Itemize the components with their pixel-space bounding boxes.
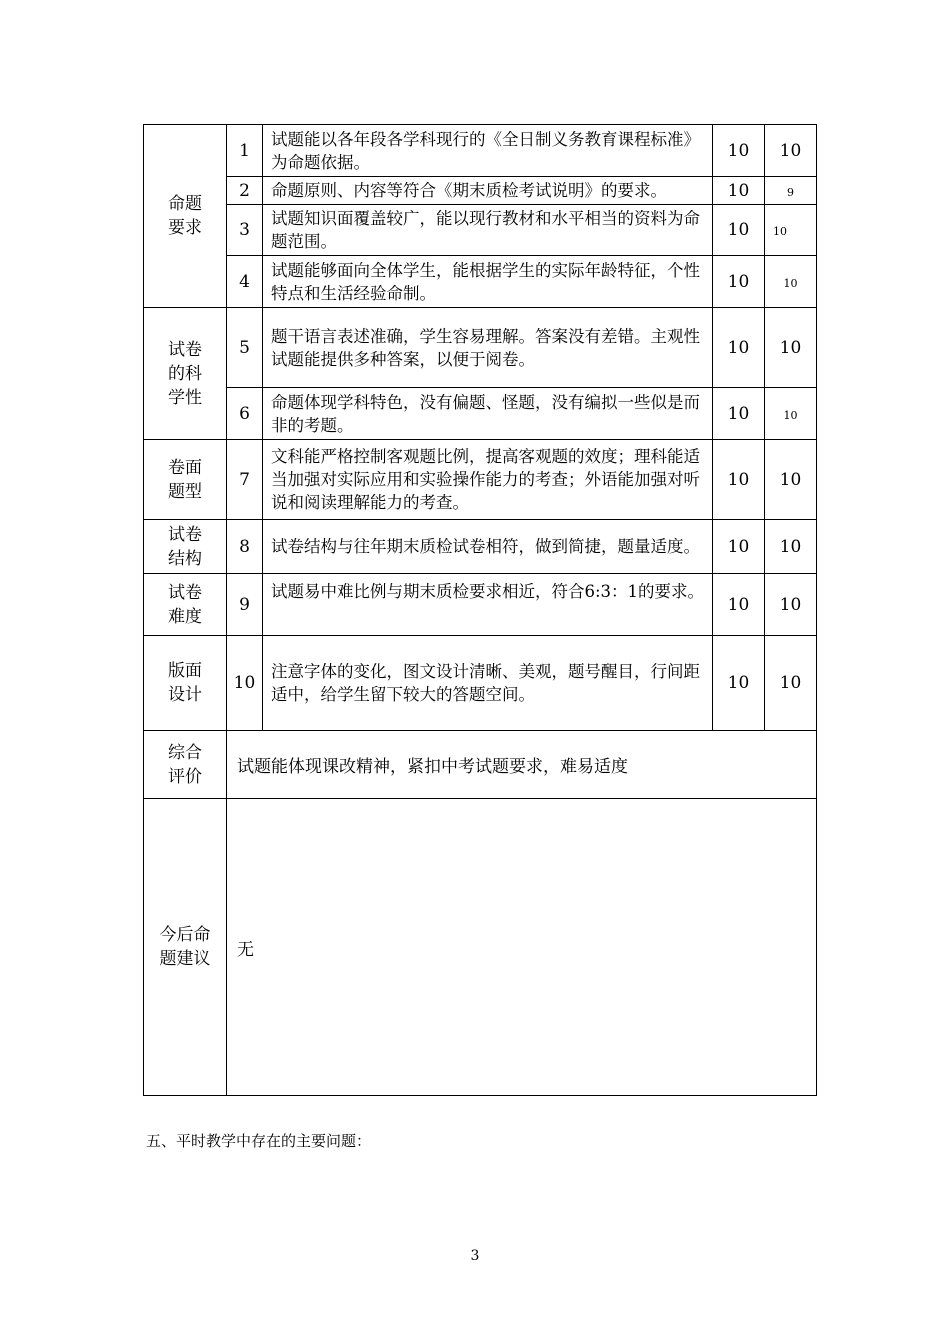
full-score: 10 — [713, 636, 765, 731]
category-label: 版面 — [168, 661, 202, 681]
row-number: 1 — [227, 125, 263, 177]
full-score: 10 — [713, 308, 765, 388]
given-score: 10 — [765, 440, 817, 520]
category-label: 今后命 — [159, 925, 211, 945]
criterion-text: 试题易中难比例与期末质检要求相近，符合6:3：1的要求。 — [263, 574, 713, 636]
given-score: 10 — [765, 308, 817, 388]
full-score: 10 — [713, 205, 765, 256]
given-score: 10 — [765, 520, 817, 574]
full-score: 10 — [713, 256, 765, 308]
row-number: 10 — [227, 636, 263, 731]
category-cell — [144, 636, 227, 731]
table-row — [144, 636, 817, 731]
category-label: 卷面 — [168, 457, 202, 478]
criterion-text: 命题体现学科特色，没有偏题、怪题，没有编拟一些似是而非的考题。 — [263, 388, 713, 440]
given-score: 10 — [783, 276, 798, 290]
table-row — [144, 177, 817, 205]
criterion-text: 试题知识面覆盖较广，能以现行教材和水平相当的资料为命题范围。 — [263, 205, 713, 256]
row-number: 2 — [227, 177, 263, 205]
criterion-text: 注意字体的变化，图文设计清晰、美观，题号醒目，行间距适中，给学生留下较大的答题空间。 — [263, 636, 713, 731]
overall-evaluation-row — [144, 731, 817, 799]
row-number: 3 — [227, 205, 263, 256]
row-number: 9 — [227, 574, 263, 636]
given-score: 10 — [765, 125, 817, 177]
category-label: 难度 — [168, 606, 202, 627]
category-cell — [144, 520, 227, 574]
category-label: 学性 — [168, 387, 202, 408]
full-score: 10 — [713, 440, 765, 520]
category-cell — [144, 731, 227, 799]
table-row — [144, 256, 817, 308]
criterion-text: 试题能够面向全体学生，能根据学生的实际年龄特征，个性特点和生活经验命制。 — [263, 256, 713, 308]
row-number: 5 — [227, 308, 263, 388]
category-label: 综合 — [168, 742, 202, 763]
category-label: 题建议 — [159, 949, 211, 969]
category-label: 评价 — [168, 766, 202, 787]
criterion-text: 文科能严格控制客观题比例，提高客观题的效度；理科能适当加强对实际应用和实验操作能力的考查；外语能加强对听说和阅读理解能力的考查。 — [263, 440, 713, 520]
suggestion-row — [144, 799, 817, 1096]
table-row — [144, 440, 817, 520]
row-number: 8 — [227, 520, 263, 574]
full-score: 10 — [713, 177, 765, 205]
row-number: 4 — [227, 256, 263, 308]
row-number: 6 — [227, 388, 263, 440]
category-label: 试卷 — [168, 582, 202, 603]
given-score: 10 — [773, 225, 787, 238]
criterion-text: 试卷结构与往年期末质检试卷相符，做到简捷，题量适度。 — [263, 520, 713, 574]
category-cell — [144, 440, 227, 520]
full-score: 10 — [713, 125, 765, 177]
row-number: 7 — [227, 440, 263, 520]
category-label: 题型 — [168, 481, 202, 502]
table-row — [144, 388, 817, 440]
category-label: 试卷 — [168, 339, 202, 360]
suggestion-text: 无 — [227, 799, 817, 1096]
full-score: 10 — [713, 574, 765, 636]
page-number: 3 — [470, 1248, 480, 1264]
category-cell — [144, 574, 227, 636]
full-score: 10 — [713, 388, 765, 440]
table-row — [144, 574, 817, 636]
table-row — [144, 520, 817, 574]
given-score: 9 — [787, 185, 794, 199]
given-score: 10 — [765, 636, 817, 731]
section-heading: 五、平时教学中存在的主要问题： — [146, 1132, 372, 1150]
category-label: 设计 — [168, 685, 202, 705]
category-label: 结构 — [168, 548, 202, 569]
category-label: 命题 — [168, 194, 202, 214]
full-score: 10 — [713, 520, 765, 574]
table-row — [144, 125, 817, 177]
category-cell — [144, 125, 227, 308]
category-cell — [144, 308, 227, 440]
criterion-text: 试题能以各年段各学科现行的《全日制义务教育课程标准》为命题依据。 — [263, 125, 713, 177]
category-label: 试卷 — [168, 524, 202, 545]
table-row — [144, 205, 817, 256]
category-label: 的科 — [168, 363, 202, 384]
criterion-text: 题干语言表述准确，学生容易理解。答案没有差错。主观性试题能提供多种答案，以便于阅卷。 — [263, 308, 713, 388]
table-row — [144, 308, 817, 388]
given-score: 10 — [765, 574, 817, 636]
evaluation-table — [143, 124, 817, 1096]
given-score: 10 — [783, 408, 798, 422]
category-label: 要求 — [168, 218, 202, 238]
overall-evaluation-text: 试题能体现课改精神，紧扣中考试题要求，难易适度 — [227, 731, 817, 799]
category-cell — [144, 799, 227, 1096]
criterion-text: 命题原则、内容等符合《期末质检考试说明》的要求。 — [263, 177, 713, 205]
